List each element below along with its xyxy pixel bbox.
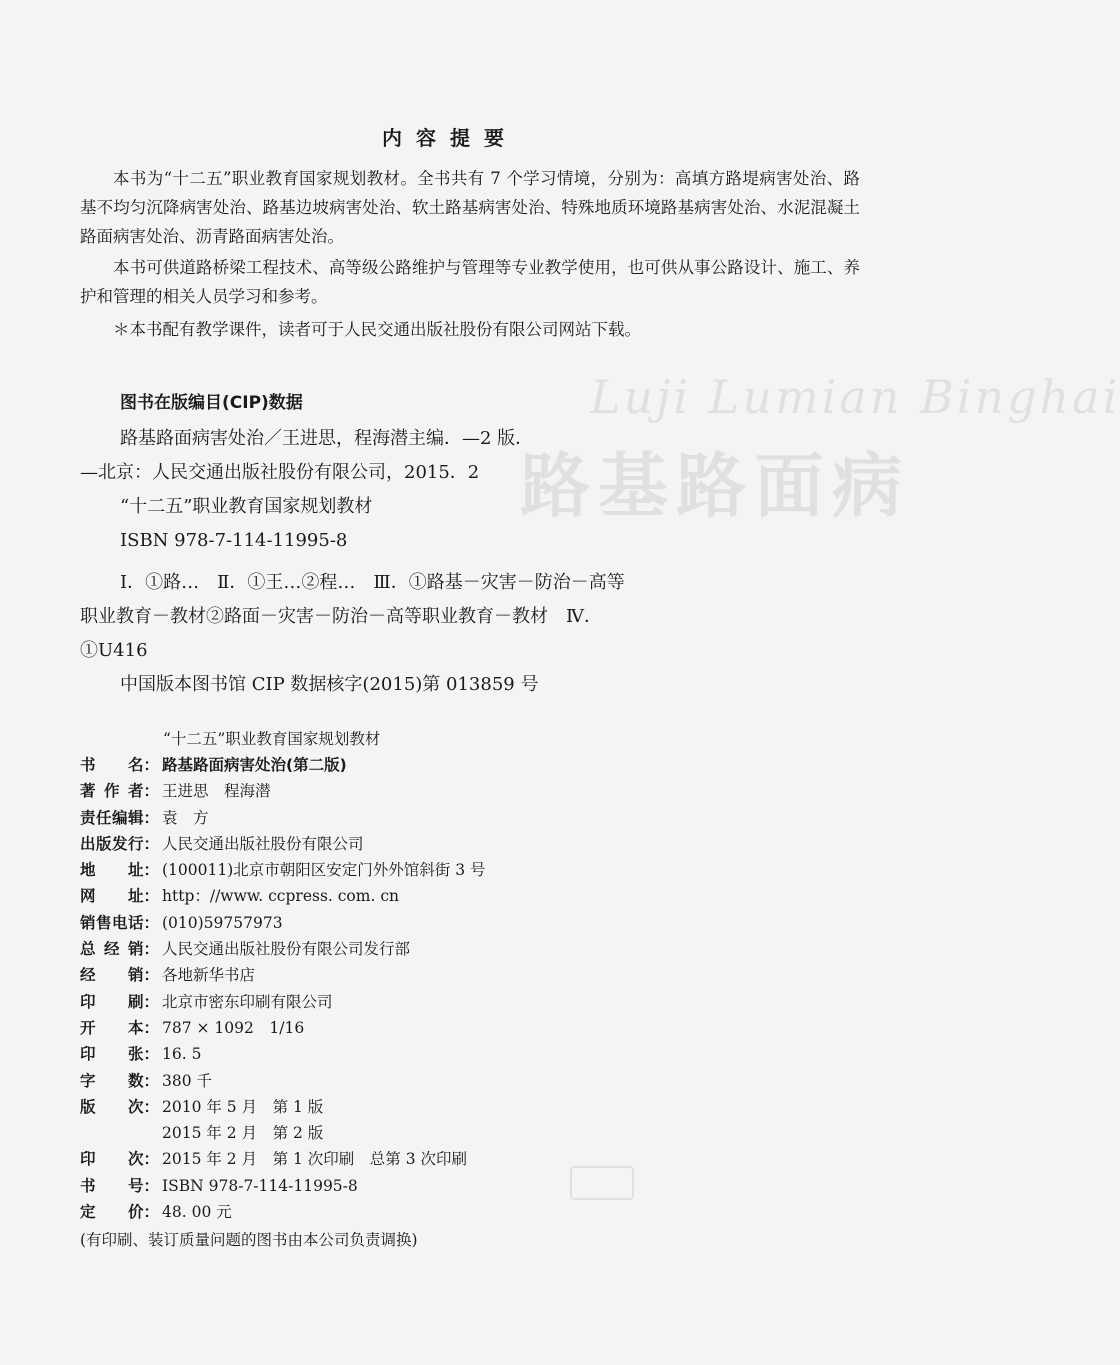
- credit-row: [80, 831, 780, 857]
- abstract-paragraph: 本书可供道路桥梁工程技术、高等级公路维护与管理等专业教学使用，也可供从事公路设计、施工、养护和管理的相关人员学习和参考。: [80, 258, 860, 306]
- credit-row: [80, 1173, 780, 1199]
- courseware-note: ＊本书配有教学课件，读者可于人民交通出版社股份有限公司网站下载。: [113, 320, 641, 339]
- credit-label-colon: ：: [143, 1045, 159, 1064]
- cip-library-record: 中国版本图书馆 CIP 数据核字(2015)第 013859 号: [120, 674, 539, 695]
- credit-value: 人民交通出版社股份有限公司发行部: [162, 940, 411, 959]
- credit-label: [80, 857, 162, 883]
- credit-label-text: 网址: [80, 887, 144, 906]
- credit-label: [80, 883, 162, 909]
- credit-label-colon: ：: [143, 808, 159, 827]
- credit-value: 人民交通出版社股份有限公司: [162, 834, 364, 853]
- credit-label: [80, 910, 162, 936]
- credit-value: (100011)北京市朝阳区安定门外外馆斜街 3 号: [162, 861, 486, 880]
- credit-row: [80, 936, 780, 962]
- credit-label: [80, 1015, 162, 1041]
- credit-value: 2010 年 5 月 第 1 版: [162, 1097, 324, 1116]
- credit-value: 48. 00 元: [162, 1203, 232, 1222]
- credit-label-text: 责任编辑: [80, 808, 144, 827]
- credit-value: 王进思 程海潜: [162, 782, 271, 801]
- credit-label-text: 定价: [80, 1203, 144, 1222]
- credit-row: [80, 1120, 780, 1146]
- cip-block: [80, 388, 640, 702]
- credit-row: [80, 910, 780, 936]
- credit-label-colon: ：: [143, 756, 159, 774]
- credit-row: [80, 989, 780, 1015]
- cip-classification: Ⅰ．①路… Ⅱ．①王…②程… Ⅲ．①路基－灾害－防治－高等职业教育－教材②路面－灾害－防治－高等职业教育－教材 Ⅳ．①U416: [80, 572, 625, 661]
- credit-label-text: 书名: [80, 756, 144, 774]
- cip-heading: 图书在版编目(CIP)数据: [120, 393, 303, 413]
- credit-label-colon: ：: [143, 1176, 159, 1195]
- credits-series: “十二五”职业教育国家规划教材: [163, 730, 381, 748]
- credit-label: [80, 989, 162, 1015]
- credit-label: [80, 831, 162, 857]
- credit-label: [80, 1146, 162, 1172]
- credit-row: [80, 805, 780, 831]
- cip-title-line: 路基路面病害处治／王进思，程海潜主编．—2 版．: [120, 428, 534, 449]
- credit-row: [80, 883, 780, 909]
- credit-value: 袁 方: [162, 808, 209, 827]
- credit-label-colon: ：: [143, 782, 159, 801]
- cip-publisher-line: —北京：人民交通出版社股份有限公司，2015．2: [80, 462, 480, 483]
- credit-label: [80, 962, 162, 988]
- credit-label: [80, 936, 162, 962]
- credit-value: 北京市密东印刷有限公司: [162, 992, 333, 1011]
- credit-value: 路基路面病害处治(第二版): [162, 756, 347, 774]
- credit-label: [80, 1199, 162, 1225]
- credit-label-text: 开本: [80, 1018, 144, 1037]
- credit-label-text: 经销: [80, 966, 144, 985]
- credit-row: [80, 1146, 780, 1172]
- credit-label-text: 总经销: [80, 940, 144, 959]
- credit-row: [80, 1094, 780, 1120]
- credit-value: 各地新华书店: [162, 966, 256, 985]
- credit-value: (010)59757973: [162, 913, 283, 932]
- credit-label: [80, 1041, 162, 1067]
- credit-label-colon: ：: [143, 1071, 159, 1090]
- credit-label: [80, 752, 162, 778]
- credit-row: [80, 1068, 780, 1094]
- credit-label-colon: ：: [143, 1203, 159, 1222]
- credit-row: [80, 1199, 780, 1225]
- abstract-paragraph: 本书为“十二五”职业教育国家规划教材。全书共有 7 个学习情境，分别为：高填方路堤病害处治、路基不均匀沉降病害处治、路基边坡病害处治、软土路基病害处治、特殊地质环境路基病害处治、水泥混凝土路面病害处治、沥青路面病害处治。: [80, 169, 860, 246]
- credit-value: http：//www. ccpress. com. cn: [162, 887, 399, 906]
- credit-label: [80, 1120, 162, 1146]
- credit-label-text: 版次: [80, 1097, 144, 1116]
- credit-label-text: 印张: [80, 1045, 144, 1064]
- credit-row: [80, 962, 780, 988]
- credit-label-text: 著作者: [80, 782, 144, 801]
- credit-label: [80, 1173, 162, 1199]
- credit-label-text: 地址: [80, 861, 144, 880]
- abstract-title: 内容提要: [382, 126, 518, 150]
- credit-label-colon: ：: [143, 966, 159, 985]
- credit-row: [80, 752, 780, 778]
- credit-label-text: 出版发行: [80, 834, 144, 853]
- credits-block: [80, 726, 780, 1253]
- show-through-latin: Luji Lumian Binghai: [590, 370, 1120, 424]
- credit-label-text: 印刷: [80, 992, 144, 1011]
- credit-label: [80, 1068, 162, 1094]
- credit-row: [80, 857, 780, 883]
- cip-isbn-line: ISBN 978-7-114-11995-8: [120, 530, 348, 551]
- credit-value: 787 × 1092 1/16: [162, 1018, 305, 1037]
- credit-label: [80, 778, 162, 804]
- credit-row: [80, 1015, 780, 1041]
- credit-value: 2015 年 2 月 第 2 版: [162, 1124, 324, 1143]
- credit-row: [80, 1041, 780, 1067]
- credit-row: [80, 778, 780, 804]
- credits-rows: [80, 752, 780, 1225]
- credit-label-text: 书号: [80, 1176, 144, 1195]
- credit-value: 380 千: [162, 1071, 213, 1090]
- credit-label-colon: ：: [143, 1097, 159, 1116]
- credit-label-text: 字数: [80, 1071, 144, 1090]
- credit-label-colon: ：: [143, 1150, 159, 1169]
- credit-value: 2015 年 2 月 第 1 次印刷 总第 3 次印刷: [162, 1150, 468, 1169]
- credit-label-text: 印次: [80, 1150, 144, 1169]
- credit-label-colon: ：: [143, 992, 159, 1011]
- credit-label-colon: ：: [143, 913, 159, 932]
- credit-label-colon: ：: [143, 940, 159, 959]
- credit-value: 16. 5: [162, 1045, 202, 1064]
- abstract-body: [80, 164, 860, 346]
- credit-label-colon: ：: [143, 861, 159, 880]
- cip-series-line: “十二五”职业教育国家规划教材: [120, 496, 373, 517]
- credit-value: ISBN 978-7-114-11995-8: [162, 1176, 358, 1195]
- credit-label: [80, 1094, 162, 1120]
- credit-label: [80, 805, 162, 831]
- credit-label-colon: ：: [143, 887, 159, 906]
- credit-label-colon: ：: [143, 1018, 159, 1037]
- show-through-title: 路基路面病: [520, 444, 910, 527]
- credit-label-text: 销售电话: [80, 913, 144, 932]
- quality-disclaimer: (有印刷、装订质量问题的图书由本公司负责调换): [80, 1231, 418, 1250]
- credit-label-colon: ：: [143, 834, 159, 853]
